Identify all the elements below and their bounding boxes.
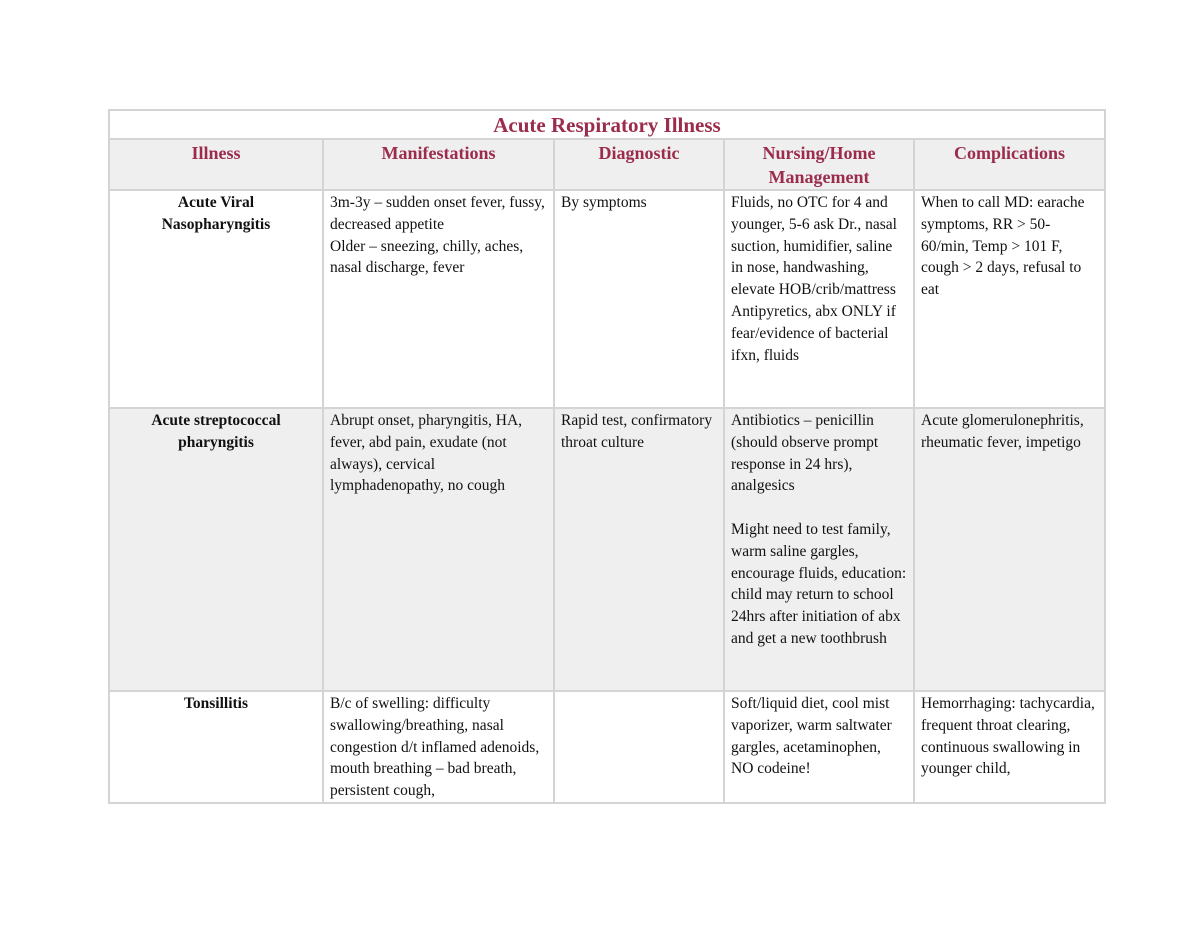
manifestations-cell: Abrupt onset, pharyngitis, HA, fever, abd pain, exudate (not always), cervical lymphadenopathy, no cough	[323, 408, 554, 691]
table-row	[109, 691, 1105, 803]
column-header-diagnostic: Diagnostic	[554, 139, 724, 190]
diagnostic-cell: Rapid test, confirmatory throat culture	[554, 408, 724, 691]
management-cell: Fluids, no OTC for 4 and younger, 5-6 ask Dr., nasal suction, humidifier, saline in nose, handwashing, elevate HOB/crib/mattress Antipyretics, abx ONLY if fear/evidence of bacterial ifxn, fluids	[724, 190, 914, 408]
column-header-illness: Illness	[109, 139, 323, 190]
table-row	[109, 408, 1105, 691]
diagnostic-cell	[554, 691, 724, 803]
illness-cell: Acute Viral Nasopharyngitis	[109, 190, 323, 408]
manifestations-cell: B/c of swelling: difficulty swallowing/breathing, nasal congestion d/t inflamed adenoids, mouth breathing – bad breath, persistent cough,	[323, 691, 554, 803]
column-header-manifestations: Manifestations	[323, 139, 554, 190]
illness-cell: Tonsillitis	[109, 691, 323, 803]
table-title: Acute Respiratory Illness	[109, 110, 1105, 139]
illness-cell: Acute streptococcal pharyngitis	[109, 408, 323, 691]
manifestations-cell: 3m-3y – sudden onset fever, fussy, decreased appetite Older – sneezing, chilly, aches, nasal discharge, fever	[323, 190, 554, 408]
complications-cell: Hemorrhaging: tachycardia, frequent throat clearing, continuous swallowing in younger child,	[914, 691, 1105, 803]
illness-table	[108, 109, 1106, 804]
diagnostic-cell: By symptoms	[554, 190, 724, 408]
table-row	[109, 190, 1105, 408]
column-header-complications: Complications	[914, 139, 1105, 190]
management-cell: Antibiotics – penicillin (should observe prompt response in 24 hrs), analgesics Might need to test family, warm saline gargles, encourage fluids, education: child may return to school 24hrs after initiation of abx and get a new toothbrush	[724, 408, 914, 691]
complications-cell: Acute glomerulonephritis, rheumatic fever, impetigo	[914, 408, 1105, 691]
header-row	[109, 139, 1105, 190]
management-cell: Soft/liquid diet, cool mist vaporizer, warm saltwater gargles, acetaminophen, NO codeine!	[724, 691, 914, 803]
complications-cell: When to call MD: earache symptoms, RR > 50-60/min, Temp > 101 F, cough > 2 days, refusal to eat	[914, 190, 1105, 408]
column-header-management: Nursing/Home Management	[724, 139, 914, 190]
